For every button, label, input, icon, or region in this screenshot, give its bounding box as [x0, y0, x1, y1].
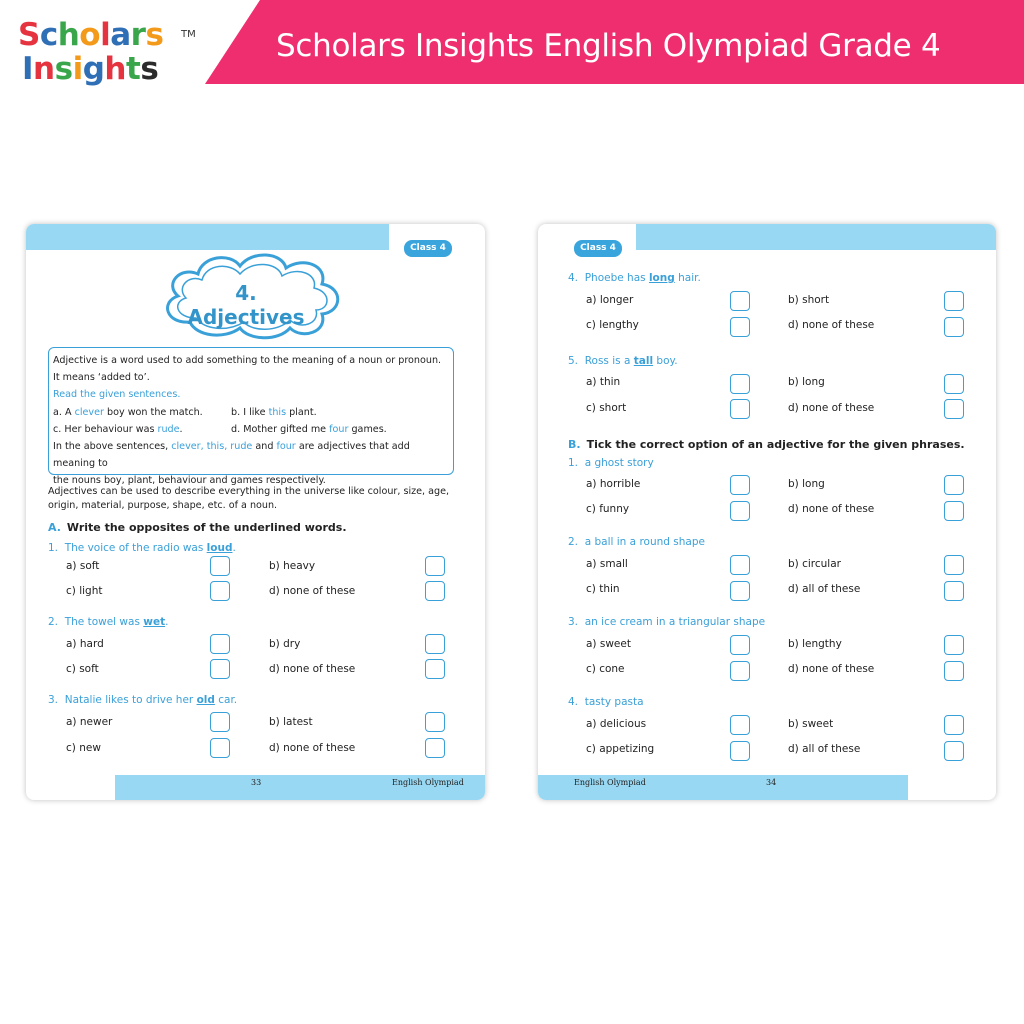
question: [568, 355, 678, 367]
question: [48, 694, 237, 706]
option-b: b) latest: [269, 716, 313, 728]
info-adjectives: four: [276, 441, 296, 453]
option-d: d) none of these: [269, 585, 356, 597]
option-a: a) thin: [586, 376, 621, 388]
option-a: a) soft: [66, 560, 100, 572]
logo-letter: I: [22, 51, 34, 87]
option-d: d) none of these: [269, 663, 356, 675]
info-line: It means ‘added to’.: [53, 372, 150, 384]
question-number: 3.: [568, 616, 579, 628]
question-text: a ball in a round shape: [584, 536, 705, 548]
option-c: c) thin: [586, 583, 620, 595]
section-b-heading: [568, 438, 965, 451]
info-line: [53, 438, 449, 472]
logo-letter: h: [57, 17, 80, 53]
logo-line-1: [18, 18, 163, 52]
option-a: a) newer: [66, 716, 113, 728]
answer-checkbox[interactable]: [944, 317, 964, 337]
option-b: b) short: [788, 294, 830, 306]
page-number: 33: [251, 778, 262, 787]
answer-checkbox[interactable]: [210, 556, 230, 576]
logo-letter: h: [104, 51, 126, 87]
answer-checkbox[interactable]: [730, 555, 750, 575]
section-a-heading: [48, 521, 347, 534]
question-text: boy.: [653, 355, 678, 367]
answer-checkbox[interactable]: [425, 556, 445, 576]
answer-checkbox[interactable]: [944, 399, 964, 419]
example-d: [231, 421, 387, 438]
question: [568, 272, 701, 284]
logo-letter: r: [130, 17, 146, 53]
option-a: a) delicious: [586, 718, 647, 730]
answer-checkbox[interactable]: [210, 659, 230, 679]
section-title: Tick the correct option of an adjective for the given phrases.: [586, 438, 965, 451]
footer-label: English Olympiad: [392, 778, 464, 787]
option-b: b) heavy: [269, 560, 316, 572]
option-d: d) none of these: [788, 319, 875, 331]
example-row: [53, 404, 449, 421]
example-text: games.: [348, 423, 387, 435]
chapter-title: 4. Adjectives: [187, 281, 305, 329]
trademark: TM: [181, 29, 196, 40]
right-page: [538, 224, 996, 800]
answer-checkbox[interactable]: [210, 712, 230, 732]
option-c: c) short: [586, 402, 627, 414]
option-d: d) none of these: [788, 663, 875, 675]
top-bar: [636, 224, 996, 250]
logo-letter: o: [79, 17, 101, 53]
answer-checkbox[interactable]: [944, 291, 964, 311]
info-line: Read the given sentences.: [53, 389, 181, 401]
example-adjective: clever: [74, 406, 104, 418]
logo-letter: i: [72, 51, 83, 87]
info-line: the nouns boy, plant, behaviour and games respectively.: [53, 475, 326, 487]
option-b: b) sweet: [788, 718, 834, 730]
page-number: 34: [766, 778, 777, 787]
option-d: d) all of these: [788, 583, 861, 595]
answer-checkbox[interactable]: [425, 738, 445, 758]
info-adjectives: clever, this, rude: [171, 441, 253, 453]
answer-checkbox[interactable]: [944, 581, 964, 601]
logo-letter: s: [54, 51, 73, 87]
question-text: car.: [214, 694, 238, 706]
logo-letter: a: [110, 17, 131, 53]
banner-title: Scholars Insights English Olympiad Grade 4: [276, 28, 941, 64]
answer-checkbox[interactable]: [425, 659, 445, 679]
question-number: 1.: [48, 542, 59, 554]
answer-checkbox[interactable]: [730, 501, 750, 521]
option-b: b) circular: [788, 558, 841, 570]
answer-checkbox[interactable]: [210, 738, 230, 758]
section-letter: A.: [48, 521, 61, 534]
example-text: plant.: [286, 406, 317, 418]
underlined-word: loud: [206, 542, 233, 554]
example-text: .: [179, 423, 183, 435]
answer-checkbox[interactable]: [425, 581, 445, 601]
answer-checkbox[interactable]: [730, 715, 750, 735]
section-title: Write the opposites of the underlined words.: [66, 521, 347, 534]
question-text: .: [232, 542, 236, 554]
answer-checkbox[interactable]: [944, 635, 964, 655]
answer-checkbox[interactable]: [210, 581, 230, 601]
answer-checkbox[interactable]: [730, 635, 750, 655]
option-b: b) dry: [269, 638, 301, 650]
logo-letter: l: [100, 17, 111, 53]
example-row: [53, 421, 449, 438]
section-letter: B.: [568, 438, 581, 451]
question-text: The voice of the radio was: [64, 542, 207, 554]
option-a: a) horrible: [586, 478, 641, 490]
underlined-word: long: [648, 272, 675, 284]
answer-checkbox[interactable]: [730, 741, 750, 761]
question-text: a ghost story: [584, 457, 654, 469]
question: [568, 457, 654, 469]
answer-checkbox[interactable]: [944, 374, 964, 394]
page-footer: [538, 775, 908, 800]
question-text: tasty pasta: [584, 696, 644, 708]
underlined-word: wet: [143, 616, 166, 628]
footer-label: English Olympiad: [574, 778, 646, 787]
answer-checkbox[interactable]: [730, 661, 750, 681]
answer-checkbox[interactable]: [210, 634, 230, 654]
answer-checkbox[interactable]: [944, 715, 964, 735]
question-number: 4.: [568, 696, 579, 708]
question: [48, 616, 168, 628]
example-text: boy won the match.: [103, 406, 203, 418]
info-text: are adjectives that add meaning to: [53, 441, 410, 470]
example-text: a. A: [53, 406, 75, 418]
underlined-word: tall: [633, 355, 654, 367]
option-c: c) soft: [66, 663, 99, 675]
answer-checkbox[interactable]: [730, 581, 750, 601]
info-text: In the above sentences,: [53, 441, 172, 453]
answer-checkbox[interactable]: [730, 475, 750, 495]
question-text: Natalie likes to drive her: [64, 694, 197, 706]
option-d: d) all of these: [788, 743, 861, 755]
option-a: a) longer: [586, 294, 634, 306]
underlined-word: old: [196, 694, 215, 706]
logo-letter: s: [140, 51, 159, 87]
question: [568, 616, 765, 628]
answer-checkbox[interactable]: [944, 741, 964, 761]
answer-checkbox[interactable]: [425, 634, 445, 654]
answer-checkbox[interactable]: [425, 712, 445, 732]
example-adjective: this: [268, 406, 287, 418]
example-text: b. I like: [231, 406, 269, 418]
example-adjective: four: [329, 423, 349, 435]
question-number: 2.: [48, 616, 59, 628]
answer-checkbox[interactable]: [944, 501, 964, 521]
question-number: 3.: [48, 694, 59, 706]
question-text: The towel was: [64, 616, 144, 628]
question-text: .: [165, 616, 169, 628]
answer-checkbox[interactable]: [730, 399, 750, 419]
left-page: [26, 224, 485, 800]
option-b: b) long: [788, 478, 825, 490]
definition-box: [48, 347, 454, 487]
option-c: c) new: [66, 742, 101, 754]
answer-checkbox[interactable]: [944, 475, 964, 495]
example-adjective: rude: [157, 423, 180, 435]
answer-checkbox[interactable]: [944, 555, 964, 575]
question: [48, 542, 236, 554]
answer-checkbox[interactable]: [730, 291, 750, 311]
option-c: c) lengthy: [586, 319, 639, 331]
logo-letter: c: [39, 17, 58, 53]
scholars-insights-logo: [18, 17, 196, 87]
answer-checkbox[interactable]: [730, 374, 750, 394]
question: [568, 536, 705, 548]
option-b: b) long: [788, 376, 825, 388]
answer-checkbox[interactable]: [944, 661, 964, 681]
option-a: a) sweet: [586, 638, 631, 650]
option-c: c) light: [66, 585, 103, 597]
logo-line-2: [22, 52, 163, 86]
logo-letter: s: [145, 17, 164, 53]
option-c: c) funny: [586, 503, 630, 515]
option-d: d) none of these: [788, 402, 875, 414]
option-d: d) none of these: [788, 503, 875, 515]
logo-letter: g: [82, 51, 105, 87]
question-number: 5.: [568, 355, 579, 367]
question-text: Phoebe has: [584, 272, 649, 284]
logo-letter: t: [126, 51, 141, 87]
option-a: a) hard: [66, 638, 104, 650]
intro-paragraph: Adjectives can be used to describe everything in the universe like colour, size, age, origin, material, purpose, shape, etc. of a noun.: [48, 486, 450, 511]
option-d: d) none of these: [269, 742, 356, 754]
page-footer: [115, 775, 485, 800]
class-badge: Class 4: [572, 238, 624, 259]
info-text: and: [252, 441, 277, 453]
option-c: c) cone: [586, 663, 625, 675]
logo-letter: n: [33, 51, 55, 87]
logo-letter: S: [18, 17, 40, 53]
question-text: Ross is a: [584, 355, 634, 367]
question-number: 1.: [568, 457, 579, 469]
example-text: d. Mother gifted me: [231, 423, 330, 435]
example-b: [231, 404, 317, 421]
question-number: 2.: [568, 536, 579, 548]
info-line: Adjective is a word used to add something to the meaning of a noun or pronoun.: [53, 355, 442, 366]
option-c: c) appetizing: [586, 743, 655, 755]
option-b: b) lengthy: [788, 638, 842, 650]
answer-checkbox[interactable]: [730, 317, 750, 337]
question-number: 4.: [568, 272, 579, 284]
option-a: a) small: [586, 558, 628, 570]
question-text: hair.: [674, 272, 701, 284]
example-text: c. Her behaviour was: [53, 423, 158, 435]
question: [568, 696, 644, 708]
question-text: an ice cream in a triangular shape: [584, 616, 766, 628]
class-badge: Class 4: [402, 238, 454, 259]
